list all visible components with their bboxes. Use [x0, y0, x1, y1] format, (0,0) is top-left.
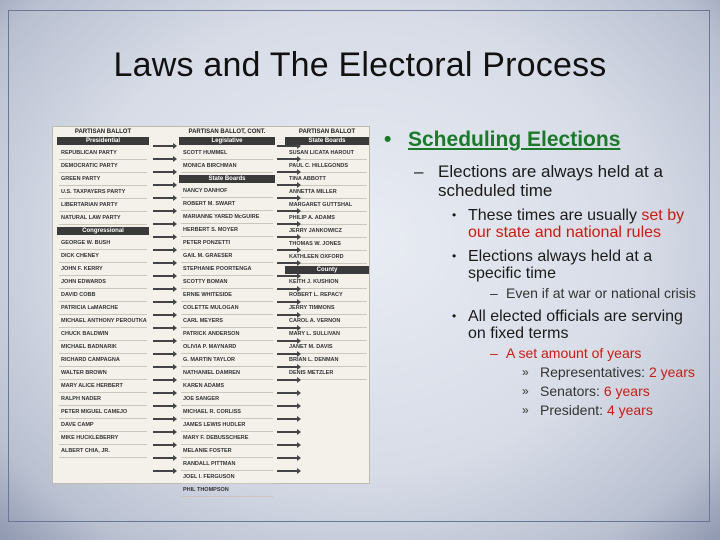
ballot-candidate: DAVE CAMP — [61, 422, 94, 428]
ballot-candidate: REPUBLICAN PARTY — [61, 150, 117, 156]
ballot-divider — [59, 457, 147, 458]
bullet-chevron-icon: » — [522, 403, 529, 417]
ballot-arrow-icon — [153, 223, 173, 225]
ballot-candidate: KATHLEEN OXFORD — [289, 254, 344, 260]
subbullet-state-national-rules — [384, 207, 704, 241]
ballot-arrow-icon — [153, 353, 173, 355]
bullet-text: These times are usually — [468, 207, 642, 224]
ballot-arrow-icon — [153, 431, 173, 433]
ballot-candidate: PHIL THOMPSON — [183, 487, 229, 493]
ballot-divider — [59, 224, 147, 225]
ballot-candidate: ALBERT CHIA, JR. — [61, 448, 110, 454]
ballot-arrow-icon — [277, 353, 297, 355]
ballot-candidate: KEITH J. KUSHION — [289, 279, 339, 285]
ballot-arrow-icon — [153, 314, 173, 316]
ballot-header: PARTISAN BALLOT — [74, 129, 132, 135]
ballot-candidate: MICHAEL R. CORLISS — [183, 409, 241, 415]
ballot-candidate: ROBERT M. SWART — [183, 201, 236, 207]
bullet-dash-icon: – — [490, 285, 498, 301]
bullet-text: All elected officials are serving on fixed terms — [468, 308, 683, 342]
ballot-candidate: JOHN F. KERRY — [61, 266, 103, 272]
ballot-arrow-icon — [277, 405, 297, 407]
ballot-arrow-icon — [277, 314, 297, 316]
ballot-arrow-icon — [153, 405, 173, 407]
ballot-candidate: THOMAS W. JONES — [289, 241, 341, 247]
bullet-text: Representatives: — [540, 364, 649, 380]
ballot-candidate: CHUCK BALDWIN — [61, 331, 109, 337]
ballot-arrow-icon — [277, 262, 297, 264]
ballot-candidate: JANET M. DAVIS — [289, 344, 333, 350]
ballot-divider — [181, 496, 273, 497]
ballot-candidate: PATRICIA LaMARCHE — [61, 305, 119, 311]
subbullet-set-amount — [384, 346, 704, 361]
ballot-arrow-icon — [277, 275, 297, 277]
ballot-candidate: NATURAL LAW PARTY — [61, 215, 121, 221]
ballot-arrow-icon — [153, 275, 173, 277]
bullet-highlight: set by our state and national rules — [468, 207, 685, 241]
bullet-text: Scheduling Elections — [408, 128, 621, 151]
ballot-candidate: MARY ALICE HERBERT — [61, 383, 123, 389]
ballot-arrow-icon — [153, 418, 173, 420]
ballot-candidate: MICHAEL BADNARIK — [61, 344, 117, 350]
ballot-candidate: GAIL M. GRAESER — [183, 253, 233, 259]
ballot-candidate: SUSAN LICATA HAROUT — [289, 150, 354, 156]
bullet-dash-icon: – — [490, 345, 498, 361]
ballot-candidate: JOEL I. FERGUSON — [183, 474, 235, 480]
ballot-arrow-icon — [153, 236, 173, 238]
ballot-arrow-icon — [277, 145, 297, 147]
subbullet-scheduled-time — [384, 162, 704, 200]
bullet-text: A set amount of years — [506, 345, 642, 361]
ballot-candidate: JAMES LEWIS HUDLER — [183, 422, 246, 428]
subbullet-representatives — [384, 364, 704, 380]
ballot-arrow-icon — [277, 366, 297, 368]
ballot-arrow-icon — [153, 392, 173, 394]
ballot-candidate: MICHAEL ANTHONY PEROUTKA — [61, 318, 147, 324]
ballot-candidate: TINA ABBOTT — [289, 176, 326, 182]
bullet-dot-icon: • — [452, 309, 457, 323]
ballot-candidate: RANDALL PITTMAN — [183, 461, 236, 467]
ballot-candidate: RALPH NADER — [61, 396, 102, 402]
ballot-candidate: MARGARET GUTTSHAL — [289, 202, 353, 208]
bullet-dash-icon: – — [414, 162, 424, 181]
ballot-section-band: State Boards — [285, 137, 369, 145]
subbullet-fixed-terms — [384, 308, 704, 342]
bullet-text: Senators: — [540, 383, 604, 399]
ballot-section-band: Presidential — [57, 137, 149, 145]
ballot-candidate: ERNIE WHITESIDE — [183, 292, 232, 298]
ballot-arrow-icon — [277, 288, 297, 290]
ballot-candidate: MIKE HUCKLEBERRY — [61, 435, 119, 441]
ballot-candidate: GEORGE W. BUSH — [61, 240, 111, 246]
ballot-candidate: NATHANIEL DAMREN — [183, 370, 240, 376]
ballot-arrow-icon — [153, 158, 173, 160]
ballot-header: PARTISAN BALLOT, CONT. — [188, 129, 266, 135]
ballot-arrow-icon — [277, 444, 297, 446]
ballot-candidate: MARY F. DEBUSSCHERE — [183, 435, 249, 441]
ballot-arrow-icon — [153, 262, 173, 264]
ballot-candidate: DENIS METZLER — [289, 370, 334, 376]
ballot-candidate: MARIANNE YARED McGUIRE — [183, 214, 260, 220]
bullet-text: Elections are always held at a scheduled time — [438, 162, 663, 200]
ballot-candidate: HERBERT S. MOYER — [183, 227, 239, 233]
ballot-section-band: Congressional — [57, 227, 149, 235]
ballot-candidate: BRIAN L. DENMAN — [289, 357, 339, 363]
ballot-arrow-icon — [277, 340, 297, 342]
ballot-candidate: KAREN ADAMS — [183, 383, 225, 389]
ballot-candidate: U.S. TAXPAYERS PARTY — [61, 189, 126, 195]
ballot-candidate: PETER MIGUEL CAMEJO — [61, 409, 128, 415]
ballot-arrow-icon — [277, 470, 297, 472]
ballot-candidate: SCOTTY BOMAN — [183, 279, 228, 285]
ballot-candidate: PATRICK ANDERSON — [183, 331, 240, 337]
ballot-arrow-icon — [277, 379, 297, 381]
ballot-column-1 — [57, 127, 149, 485]
ballot-candidate: SCOTT HUMMEL — [183, 150, 228, 156]
bullet-scheduling-elections — [384, 128, 704, 152]
ballot-arrow-icon — [153, 366, 173, 368]
ballot-candidate: PHILIP A. ADAMS — [289, 215, 335, 221]
ballot-candidate: DEMOCRATIC PARTY — [61, 163, 118, 169]
ballot-candidate: JOE SANGER — [183, 396, 220, 402]
bullet-chevron-icon: » — [522, 384, 529, 398]
ballot-candidate: CARL MEYERS — [183, 318, 223, 324]
ballot-candidate: MELANIE FOSTER — [183, 448, 232, 454]
ballot-arrow-icon — [277, 392, 297, 394]
ballot-candidate: WALTER BROWN — [61, 370, 107, 376]
ballot-arrow-icon — [153, 249, 173, 251]
ballot-candidate: JERRY JANKOWICZ — [289, 228, 342, 234]
bullet-chevron-icon: » — [522, 365, 529, 379]
ballot-arrow-icon — [153, 457, 173, 459]
ballot-arrow-icon — [277, 210, 297, 212]
ballot-arrow-icon — [153, 171, 173, 173]
subbullet-senators — [384, 383, 704, 399]
bullet-dot-icon: • — [384, 128, 392, 151]
ballot-arrow-icon — [277, 171, 297, 173]
ballot-column-2 — [179, 127, 275, 493]
ballot-candidate: JERRY TIMMONS — [289, 305, 335, 311]
bullet-text: Even if at war or national crisis — [506, 285, 696, 301]
ballot-candidate: PAUL C. HILLEGONDS — [289, 163, 349, 169]
slide-title: Laws and The Electoral Process — [113, 46, 607, 84]
ballot-candidate: STEPHANIE POORTENGA — [183, 266, 252, 272]
subbullet-war-crisis — [384, 286, 704, 301]
bullet-list — [384, 126, 704, 418]
ballot-arrow-icon — [153, 210, 173, 212]
ballot-candidate: ANNETTA MILLER — [289, 189, 337, 195]
ballot-candidate: MONICA BIRCHMAN — [183, 163, 237, 169]
ballot-arrow-icon — [277, 223, 297, 225]
ballot-arrow-icon — [153, 184, 173, 186]
ballot-candidate: GREEN PARTY — [61, 176, 101, 182]
bullet-dot-icon: • — [452, 249, 457, 263]
ballot-arrow-icon — [153, 145, 173, 147]
ballot-image — [52, 126, 370, 493]
ballot-candidate: MARY L. SULLIVAN — [289, 331, 340, 337]
ballot-candidate: DICK CHENEY — [61, 253, 99, 259]
ballot-arrow-icon — [277, 249, 297, 251]
bullet-text: Elections always held at a specific time — [468, 248, 653, 282]
ballot-arrow-icon — [153, 197, 173, 199]
ballot-section-band: County — [285, 266, 369, 274]
ballot-candidate: ROBERT L. REPACY — [289, 292, 343, 298]
ballot-arrow-icon — [277, 457, 297, 459]
bullet-highlight: 4 years — [606, 402, 653, 418]
bullet-highlight: 6 years — [603, 383, 650, 399]
ballot-candidate: COLETTE MULOGAN — [183, 305, 239, 311]
ballot-candidate: RICHARD CAMPAGNA — [61, 357, 120, 363]
ballot-candidate: OLIVIA P. MAYNARD — [183, 344, 237, 350]
ballot-candidate: LIBERTARIAN PARTY — [61, 202, 118, 208]
ballot-divider — [181, 172, 273, 173]
bullet-text: President: — [540, 402, 607, 418]
subbullet-president — [384, 402, 704, 418]
bullet-dot-icon: • — [452, 208, 457, 222]
ballot-arrow-icon — [153, 379, 173, 381]
ballot-candidate: PETER PONZETTI — [183, 240, 231, 246]
ballot-arrow-icon — [153, 301, 173, 303]
ballot-candidate: NANCY DANHOF — [183, 188, 228, 194]
subbullet-specific-time — [384, 248, 704, 282]
ballot-arrow-icon — [277, 158, 297, 160]
ballot-arrow-icon — [277, 431, 297, 433]
ballot-arrow-icon — [153, 340, 173, 342]
ballot-candidate: CAROL A. VERNON — [289, 318, 341, 324]
ballot-arrow-icon — [277, 327, 297, 329]
ballot-arrow-icon — [153, 327, 173, 329]
ballot-arrow-icon — [277, 301, 297, 303]
ballot-header: PARTISAN BALLOT — [298, 129, 356, 135]
ballot-candidate: JOHN EDWARDS — [61, 279, 106, 285]
ballot-arrow-icon — [277, 418, 297, 420]
ballot-section-band: Legislative — [179, 137, 275, 145]
ballot-arrow-icon — [277, 197, 297, 199]
ballot-section-band: State Boards — [179, 175, 275, 183]
ballot-arrow-icon — [277, 236, 297, 238]
ballot-candidate: DAVID COBB — [61, 292, 96, 298]
ballot-arrow-icon — [153, 288, 173, 290]
bullet-highlight: 2 years — [648, 364, 695, 380]
ballot-arrow-icon — [277, 184, 297, 186]
ballot-arrow-icon — [153, 470, 173, 472]
ballot-candidate: G. MARTIN TAYLOR — [183, 357, 235, 363]
ballot-arrow-icon — [153, 444, 173, 446]
